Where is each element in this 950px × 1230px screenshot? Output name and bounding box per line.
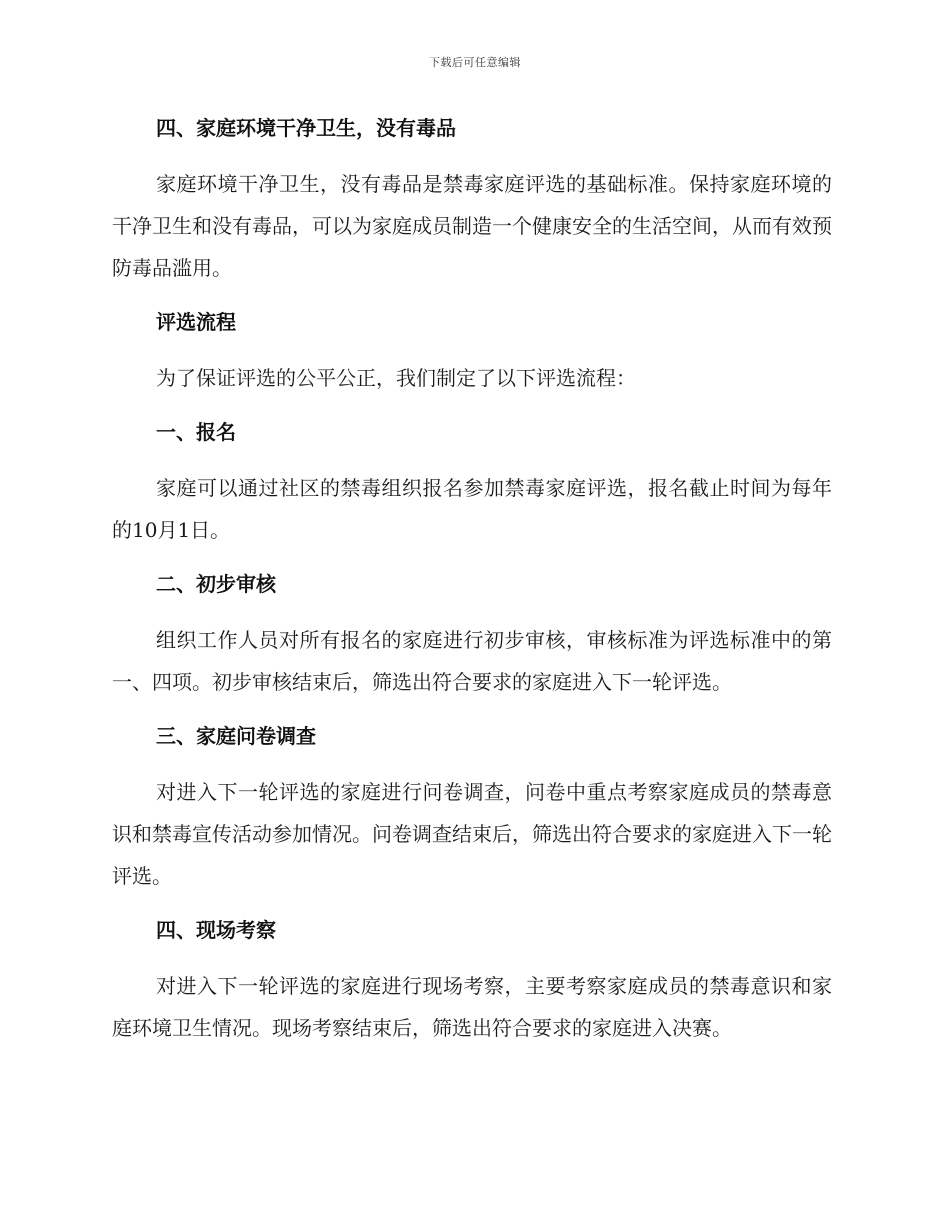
section-heading-home-environment: 四、家庭环境干净卫生，没有毒品 — [156, 116, 456, 140]
section-heading-preliminary-review: 二、初步审核 — [156, 572, 276, 596]
section-heading-site-inspection: 四、现场考察 — [156, 918, 276, 942]
paragraph-site-inspection: 对进入下一轮评选的家庭进行现场考察，主要考察家庭成员的禁毒意识和家庭环境卫生情况。现场考察结束后，筛选出符合要求的家庭进入决赛。 — [112, 974, 832, 1040]
paragraph-registration: 家庭可以通过社区的禁毒组织报名参加禁毒家庭评选，报名截止时间为每年的10月1日。 — [112, 476, 832, 542]
paragraph-preliminary-review: 组织工作人员对所有报名的家庭进行初步审核，审核标准为评选标准中的第一、四项。初步审核结束后，筛选出符合要求的家庭进入下一轮评选。 — [112, 628, 832, 694]
document-body — [112, 108, 832, 1062]
section-heading-selection-process: 评选流程 — [156, 310, 236, 334]
page-header: 下载后可任意编辑 — [429, 56, 521, 69]
section-heading-questionnaire: 三、家庭问卷调查 — [156, 724, 316, 748]
paragraph-questionnaire: 对进入下一轮评选的家庭进行问卷调查，问卷中重点考察家庭成员的禁毒意识和禁毒宣传活动参加情况。问卷调查结束后，筛选出符合要求的家庭进入下一轮评选。 — [112, 780, 832, 888]
section-heading-registration: 一、报名 — [156, 420, 236, 444]
paragraph-selection-process-intro: 为了保证评选的公平公正，我们制定了以下评选流程： — [156, 366, 636, 390]
paragraph-home-environment: 家庭环境干净卫生，没有毒品是禁毒家庭评选的基础标准。保持家庭环境的干净卫生和没有毒品，可以为家庭成员制造一个健康安全的生活空间，从而有效预防毒品滥用。 — [112, 172, 832, 280]
